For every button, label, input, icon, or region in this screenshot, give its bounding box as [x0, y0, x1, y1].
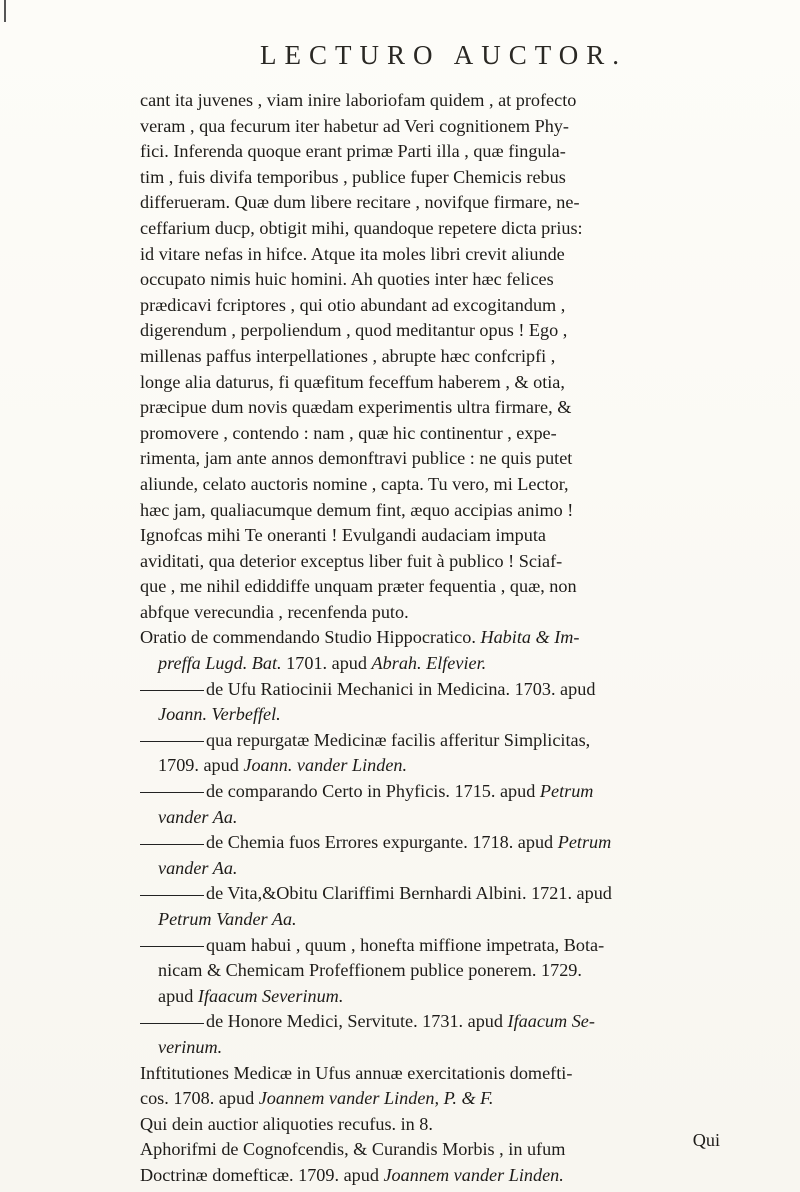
- entry-text: de Ufu Ratiocinii Mechanici in Medicina. 1703. apud: [206, 678, 596, 699]
- body-text: [140, 88, 720, 1189]
- ditto-dash: [140, 946, 204, 947]
- text-line: abfque verecundia , recenfenda puto.: [140, 601, 409, 622]
- publication-entry: [140, 779, 720, 805]
- entry-text: de Honore Medici, Servitute. 1731. apud: [206, 1011, 508, 1032]
- publication-entry: [140, 958, 720, 984]
- entry-text: cos. 1708. apud: [140, 1088, 259, 1109]
- publication-entry: [140, 677, 720, 703]
- text-line: digerendum , perpoliendum , quod meditantur opus ! Ego ,: [140, 320, 568, 341]
- entry-text: apud: [158, 985, 198, 1006]
- text-line: tim , fuis divifa temporibus , publice fuper Chemicis rebus: [140, 166, 566, 187]
- text-line: longe alia daturus, fi quæfitum feceffum haberem , & otia,: [140, 371, 565, 392]
- entry-italic: preffa Lugd. Bat.: [158, 653, 282, 674]
- text-line: occupato nimis huic homini. Ah quoties inter hæc felices: [140, 269, 554, 290]
- text-line: fici. Inferenda quoque erant primæ Parti illa , quæ fingula-: [140, 141, 566, 162]
- entry-italic: Joann. vander Linden.: [243, 755, 408, 776]
- entry-italic: Petrum: [557, 832, 612, 853]
- text-line: aliunde, celato auctoris nomine , capta. Tu vero, mi Lector,: [140, 473, 569, 494]
- entry-text: nicam & Chemicam Profeffionem publice ponerem. 1729.: [158, 960, 582, 981]
- entry-italic: Abrah. Elfevier.: [371, 653, 487, 674]
- publication-entry: [140, 1061, 720, 1087]
- entry-italic: Petrum Vander Aa.: [158, 909, 297, 929]
- entry-italic: Joannem vander Linden, P. & F.: [258, 1088, 494, 1109]
- entry-italic: vander Aa.: [158, 857, 238, 878]
- entry-tail: 1701. apud: [281, 653, 372, 674]
- entry-text: de Vita,&Obitu Clariffimi Bernhardi Albini. 1721. apud: [206, 883, 612, 904]
- publication-entry: [140, 907, 720, 933]
- catchword: Qui: [692, 1130, 720, 1150]
- text-line: id vitare nefas in hifce. Atque ita moles libri crevit aliunde: [140, 243, 565, 264]
- entry-italic: Ifaacum Severinum.: [197, 985, 344, 1006]
- publication-entry: [140, 856, 720, 882]
- publication-entry: [140, 753, 720, 779]
- text-line: præcipue dum novis quædam experimentis ultra firmare, &: [140, 397, 572, 418]
- text-line: promovere , contendo : nam , quæ hic continentur , expe-: [140, 422, 557, 443]
- text-line: differueram. Quæ dum libere recitare , novifque firmare, ne-: [140, 192, 580, 213]
- entry-text: de comparando Certo in Phyficis. 1715. apud: [206, 781, 540, 802]
- entry-text: qua repurgatæ Medicinæ facilis afferitur Simplicitas,: [206, 729, 591, 750]
- publication-entry: [140, 805, 720, 831]
- publication-entry: [140, 1035, 720, 1061]
- publication-entry: [140, 830, 720, 856]
- publication-list: [140, 625, 720, 1188]
- entry-italic: vander Aa.: [158, 806, 238, 827]
- ditto-dash: [140, 690, 204, 691]
- publication-entry: [140, 1086, 720, 1112]
- entry-text: Doctrinæ domefticæ. 1709. apud: [140, 1164, 384, 1185]
- page-edge-mark: [4, 0, 6, 22]
- entry-italic: Ifaacum Se-: [507, 1011, 595, 1032]
- ditto-dash: [140, 741, 204, 742]
- ditto-dash: [140, 895, 204, 896]
- entry-text: Aphorifmi de Cognofcendis, & Curandis Morbis , in ufum: [140, 1139, 566, 1160]
- entry-italic: verinum.: [158, 1036, 223, 1057]
- entry-italic: Joannem vander Linden.: [383, 1164, 564, 1185]
- text-line: prædicavi fcriptores , qui otio abundant ad excogitandum ,: [140, 294, 566, 315]
- publication-entry: [140, 1009, 720, 1035]
- ditto-dash: [140, 792, 204, 793]
- entry-italic: Joann. Verbeffel.: [158, 704, 281, 725]
- text-line: cant ita juvenes , viam inire laboriofam quidem , at profecto: [140, 90, 577, 110]
- intro-paragraph: [140, 88, 720, 625]
- text-line: Ignofcas mihi Te oneranti ! Evulgandi audaciam imputa: [140, 525, 546, 546]
- entry-text: Inftitutiones Medicæ in Ufus annuæ exercitationis domefti-: [140, 1062, 573, 1083]
- publication-entry: [140, 651, 720, 677]
- entry-text: Oratio de commendando Studio Hippocratico.: [140, 627, 481, 648]
- publication-entry: [140, 625, 720, 651]
- text-line: ceffarium ducp, obtigit mihi, quandoque repetere dicta prius:: [140, 217, 583, 238]
- entry-text: Qui dein auctior aliquoties recufus. in 8.: [140, 1113, 433, 1134]
- publication-entry: [140, 702, 720, 728]
- text-line: rimenta, jam ante annos demonftravi publice : ne quis putet: [140, 448, 573, 469]
- running-header: LECTURO AUCTOR.: [260, 40, 628, 70]
- ditto-dash: [140, 1023, 204, 1024]
- text-line: veram , qua fecurum iter habetur ad Veri cognitionem Phy-: [140, 115, 569, 136]
- entry-text: de Chemia fuos Errores expurgante. 1718. apud: [206, 832, 558, 853]
- entry-text: quam habui , quum , honefta miffione impetrata, Bota-: [206, 934, 605, 955]
- publication-entry: [140, 933, 720, 959]
- ditto-dash: [140, 844, 204, 845]
- publication-entry: [140, 1137, 720, 1163]
- publication-entry: [140, 1112, 720, 1138]
- publication-entry: [140, 728, 720, 754]
- text-line: que , me nihil ediddiffe unquam præter fequentia , quæ, non: [140, 576, 577, 597]
- entry-italic: Habita & Im-: [480, 627, 580, 648]
- publication-entry: [140, 984, 720, 1010]
- text-line: aviditati, qua deterior exceptus liber fuit à publico ! Sciaf-: [140, 550, 563, 571]
- entry-italic: Petrum: [539, 781, 594, 802]
- text-line: millenas paffus interpellationes , abrupte hæc confcripfi ,: [140, 345, 556, 366]
- publication-entry: [140, 881, 720, 907]
- publication-entry: [140, 1163, 720, 1189]
- text-line: hæc jam, qualiacumque demum fint, æquo accipias animo !: [140, 499, 574, 520]
- entry-text: 1709. apud: [158, 755, 244, 776]
